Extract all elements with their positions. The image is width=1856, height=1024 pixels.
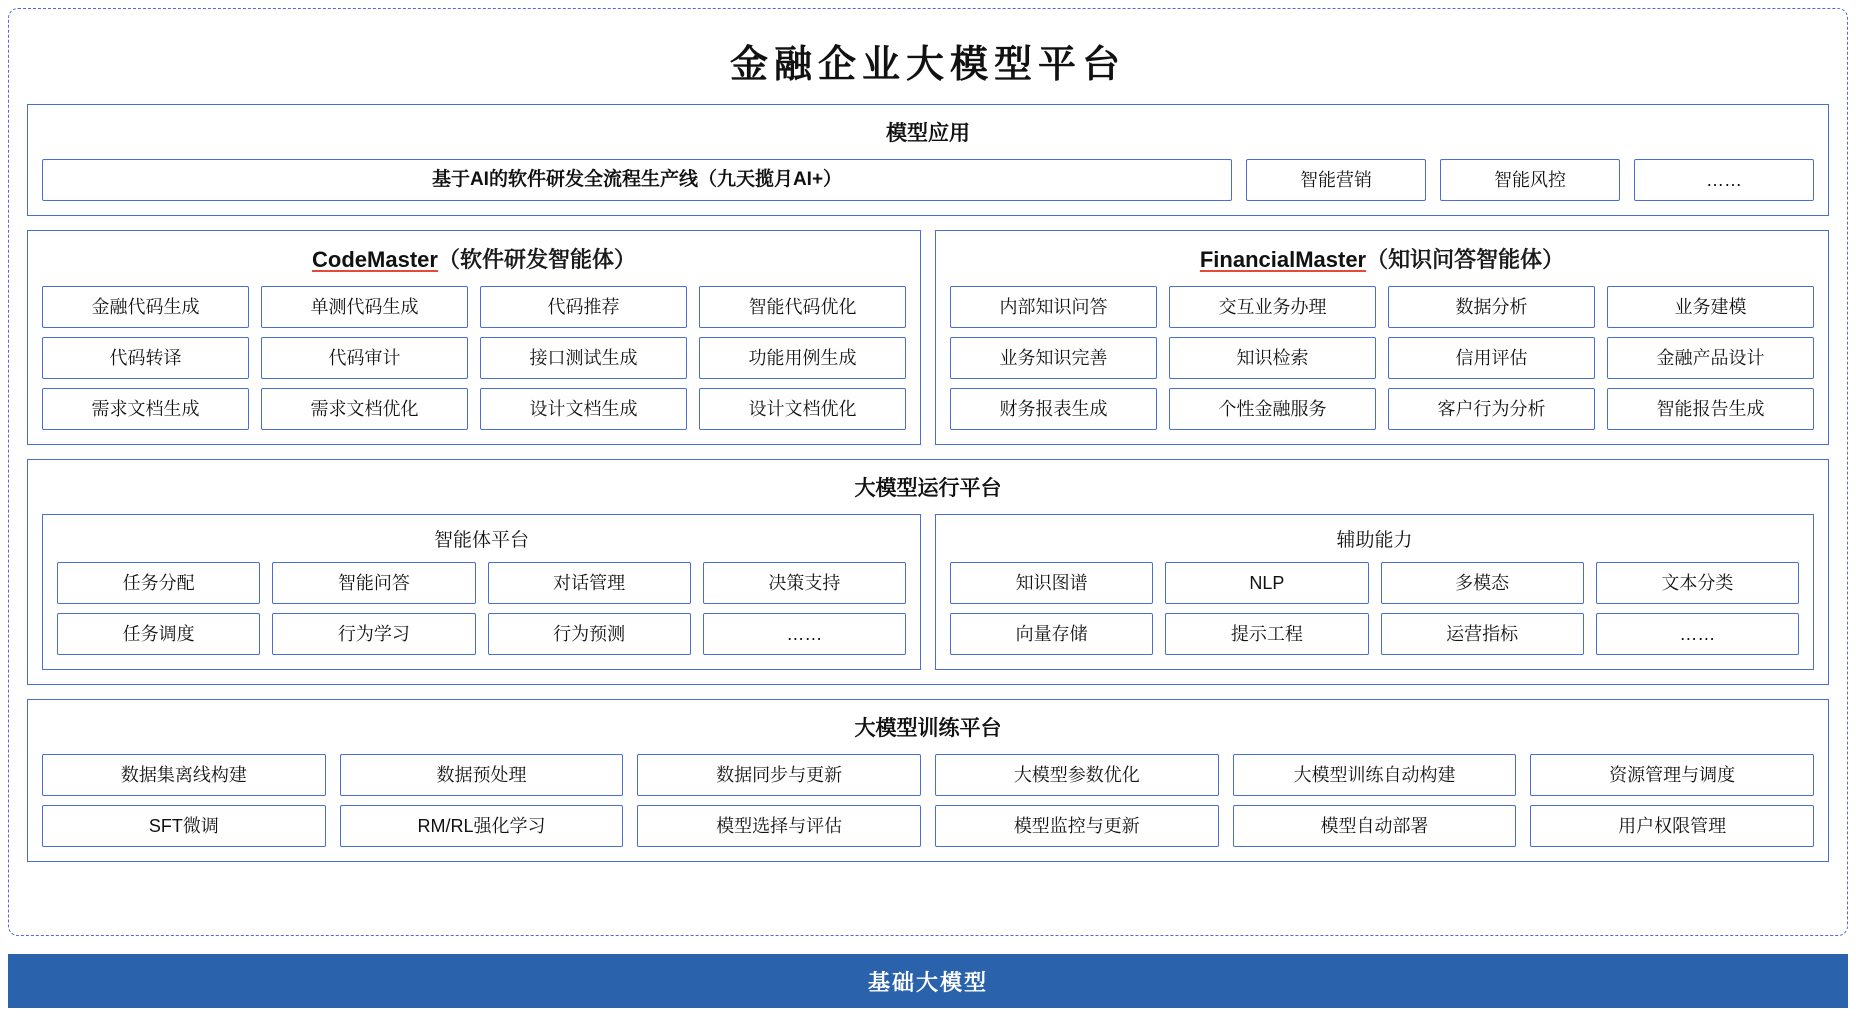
section-title-runtime-platform: 大模型运行平台 [854,477,1002,500]
application-item[interactable]: …… [1634,159,1814,201]
agent-item[interactable]: 单测代码生成 [261,286,468,328]
agent-item[interactable]: 设计文档优化 [699,388,906,430]
runtime-item[interactable]: 知识图谱 [950,562,1153,604]
agent-item[interactable]: 财务报表生成 [950,388,1157,430]
subpanel-agent-platform [42,514,921,670]
application-main-item[interactable]: 基于AI的软件研发全流程生产线（九天揽月AI+） [42,159,1232,201]
agent-codemaster [27,230,921,445]
section-title-model-application: 模型应用 [886,122,970,145]
training-item[interactable]: 资源管理与调度 [1530,754,1814,796]
agent-item[interactable]: 数据分析 [1388,286,1595,328]
agent-item[interactable]: 智能报告生成 [1607,388,1814,430]
application-row [42,159,1814,201]
agent-item[interactable]: 业务建模 [1607,286,1814,328]
application-item[interactable]: 智能风控 [1440,159,1620,201]
runtime-item[interactable]: 向量存储 [950,613,1153,655]
agent-item[interactable]: 代码转译 [42,337,249,379]
training-item[interactable]: 模型自动部署 [1233,805,1517,847]
platform-frame [8,8,1848,936]
agent-item[interactable]: 智能代码优化 [699,286,906,328]
agent-item[interactable]: 内部知识问答 [950,286,1157,328]
agent-items-grid [42,286,906,430]
training-item[interactable]: 数据预处理 [340,754,624,796]
agent-item[interactable]: 代码推荐 [480,286,687,328]
agent-item[interactable]: 设计文档生成 [480,388,687,430]
agent-name-en: FinancialMaster [1199,247,1367,272]
runtime-item[interactable]: 行为预测 [488,613,691,655]
runtime-item[interactable]: 决策支持 [703,562,906,604]
section-title-training-platform: 大模型训练平台 [854,717,1002,740]
agent-item[interactable]: 接口测试生成 [480,337,687,379]
runtime-item[interactable]: 任务调度 [57,613,260,655]
agent-item[interactable]: 代码审计 [261,337,468,379]
training-items-grid [42,754,1814,847]
runtime-item[interactable]: 任务分配 [57,562,260,604]
foundation-model-bar [8,954,1848,1008]
runtime-item[interactable]: …… [703,613,906,655]
agent-item[interactable]: 金融代码生成 [42,286,249,328]
training-item[interactable]: 数据集离线构建 [42,754,326,796]
training-item[interactable]: 大模型参数优化 [935,754,1219,796]
agent-financialmaster [935,230,1829,445]
runtime-item[interactable]: 智能问答 [272,562,475,604]
subpanel-title-agent-platform: 智能体平台 [433,530,529,551]
subpanel-title-support-capability: 辅助能力 [1336,530,1413,551]
application-item[interactable]: 智能营销 [1246,159,1426,201]
agent-name-cn: （知识问答智能体） [1366,247,1565,272]
page-title: 金融企业大模型平台 [729,44,1126,86]
training-item[interactable]: 数据同步与更新 [637,754,921,796]
training-item[interactable]: 大模型训练自动构建 [1233,754,1517,796]
agent-item[interactable]: 信用评估 [1388,337,1595,379]
agent-item[interactable]: 业务知识完善 [950,337,1157,379]
runtime-items-grid [950,562,1799,655]
runtime-item[interactable]: 提示工程 [1165,613,1368,655]
agent-title-financialmaster [950,243,1814,274]
agent-item[interactable]: 客户行为分析 [1388,388,1595,430]
agent-name-en: CodeMaster [312,247,438,272]
runtime-items-grid [57,562,906,655]
runtime-item[interactable]: 多模态 [1381,562,1584,604]
training-item[interactable]: 用户权限管理 [1530,805,1814,847]
training-item[interactable]: 模型选择与评估 [637,805,921,847]
agent-item[interactable]: 功能用例生成 [699,337,906,379]
agent-item[interactable]: 知识检索 [1169,337,1376,379]
foundation-model-label: 基础大模型 [867,969,988,995]
runtime-item[interactable]: …… [1596,613,1799,655]
agent-item[interactable]: 需求文档生成 [42,388,249,430]
training-item[interactable]: SFT微调 [42,805,326,847]
agent-item[interactable]: 金融产品设计 [1607,337,1814,379]
agent-item[interactable]: 交互业务办理 [1169,286,1376,328]
agent-items-grid [950,286,1814,430]
subpanel-support-capability [935,514,1814,670]
section-model-application [27,104,1829,216]
agent-title-codemaster [42,243,906,274]
agents-row [27,230,1829,445]
runtime-item[interactable]: 对话管理 [488,562,691,604]
runtime-item[interactable]: 运营指标 [1381,613,1584,655]
agent-item[interactable]: 个性金融服务 [1169,388,1376,430]
section-training-platform [27,699,1829,862]
agent-name-cn: （软件研发智能体） [437,247,636,272]
runtime-item[interactable]: 文本分类 [1596,562,1799,604]
agent-item[interactable]: 需求文档优化 [261,388,468,430]
runtime-item[interactable]: 行为学习 [272,613,475,655]
training-item[interactable]: RM/RL强化学习 [340,805,624,847]
runtime-item[interactable]: NLP [1165,562,1368,604]
runtime-columns [42,514,1814,670]
section-runtime-platform [27,459,1829,685]
training-item[interactable]: 模型监控与更新 [935,805,1219,847]
